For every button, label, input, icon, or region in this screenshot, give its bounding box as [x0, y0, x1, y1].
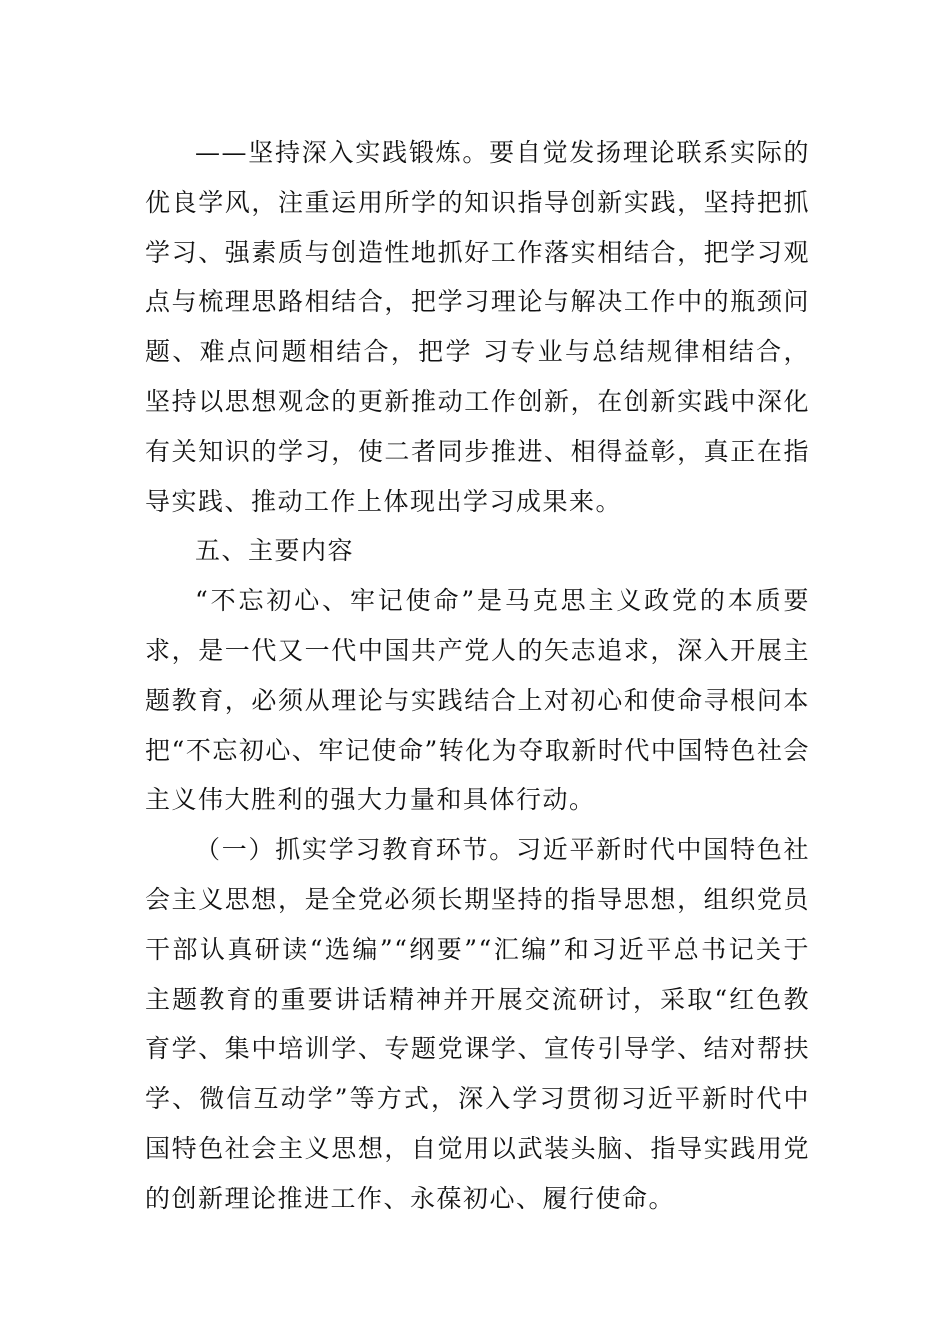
- document-body: [145, 128, 810, 1224]
- paragraph-main-content-intro: “不忘初心、牢记使命”是马克思主义政党的本质要求，是一代又一代中国共产党人的矢志追求，深入开展主题教育，必须从理论与实践结合上对初心和使命寻根问本把“不忘初心、牢记使命”转化为夺取新时代中国特色社会主义伟大胜利的强大力量和具体行动。: [145, 586, 810, 815]
- paragraph-practice-training: ——坚持深入实践锻炼。要自觉发扬理论联系实际的优良学风，注重运用所学的知识指导创新实践，坚持把抓学习、强素质与创造性地抓好工作落实相结合，把学习观点与梳理思路相结合，把学习理论与解决工作中的瓶颈问题、难点问题相结合，把学 习专业与总结规律相结合，坚持以思想观念的更新推动工作创新，在创新实践中深化有关知识的学习，使二者同步推进、相得益彰，真正在指导实践、推动工作上体现出学习成果来。: [145, 138, 810, 516]
- section-heading-main-content: 五、主要内容: [195, 536, 355, 566]
- paragraph-study-education: （一）抓实学习教育环节。习近平新时代中国特色社会主义思想，是全党必须长期坚持的指导思想，组织党员干部认真研读“选编”“纲要”“汇编”和习近平总书记关于主题教育的重要讲话精神并开展交流研讨，采取“红色教育学、集中培训学、专题党课学、宣传引导学、结对帮扶学、微信互动学”等方式，深入学习贯彻习近平新时代中国特色社会主义思想，自觉用以武装头脑、指导实践用党的创新理论推进工作、永葆初心、履行使命。: [145, 835, 810, 1213]
